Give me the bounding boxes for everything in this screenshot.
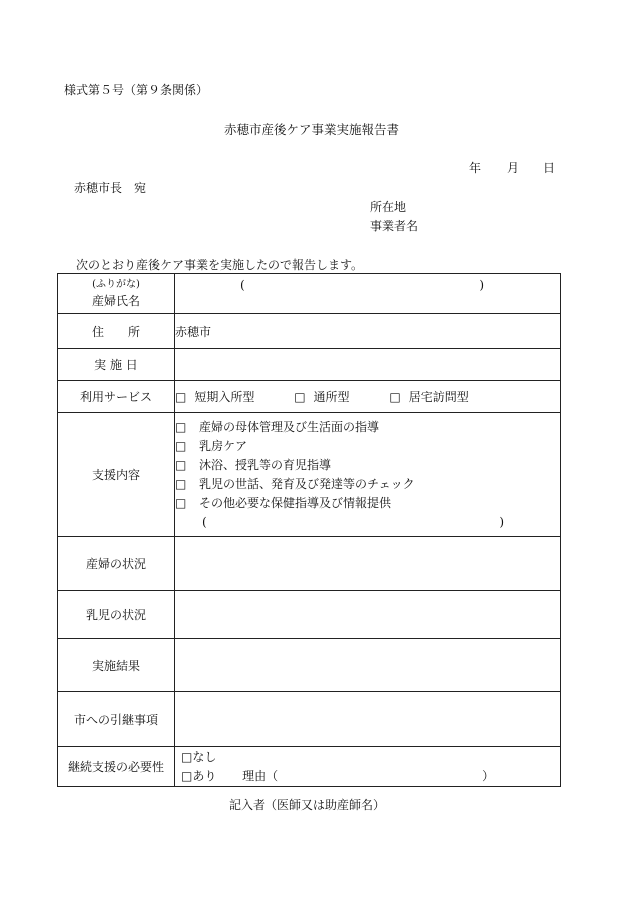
mother-name-field[interactable] [175, 274, 561, 314]
service-option-day-visit[interactable]: □ 通所型 [294, 390, 350, 404]
checkbox-icon[interactable]: □ [389, 390, 401, 404]
checkbox-icon[interactable]: □ [175, 495, 187, 510]
row-mother-name [58, 274, 561, 314]
address-label: 住 所 [58, 314, 175, 349]
handover-field[interactable] [175, 692, 561, 747]
address-value: 赤穂市 [175, 324, 212, 339]
service-option-short-stay[interactable]: □ 短期入所型 [175, 390, 255, 404]
implementation-date-label: 実 施 日 [58, 349, 175, 381]
checkbox-icon[interactable]: □ [175, 390, 187, 404]
form-number: 様式第５号（第９条関係） [64, 83, 209, 97]
continuation-none-option[interactable]: □なし [181, 749, 217, 764]
result-field[interactable] [175, 639, 561, 692]
continuation-yes-row [181, 767, 560, 786]
implementation-date-field[interactable] [175, 349, 561, 381]
support-item[interactable]: □ 沐浴、授乳等の育児指導 [175, 456, 560, 475]
report-table [57, 273, 561, 787]
checkbox-icon[interactable]: □ [175, 419, 187, 434]
reason-label: 理由（ [242, 768, 279, 783]
mother-status-label: 産婦の状況 [58, 537, 175, 591]
service-label: 利用サービス [58, 381, 175, 413]
date-month-label: 月 [507, 161, 520, 175]
continuation-yes-option[interactable]: □あり [181, 768, 217, 783]
support-options [175, 413, 561, 537]
checkbox-icon[interactable]: □ [294, 390, 306, 404]
handover-label: 市への引継事項 [58, 692, 175, 747]
infant-status-label: 乳児の状況 [58, 591, 175, 639]
date-day-label: 日 [543, 161, 556, 175]
row-mother-status [58, 537, 561, 591]
mother-name-label-cell [58, 274, 175, 314]
infant-status-field[interactable] [175, 591, 561, 639]
service-options [175, 381, 561, 413]
document-title: 赤穂市産後ケア事業実施報告書 [224, 122, 400, 137]
continuation-label: 継続支援の必要性 [58, 747, 175, 787]
other-support-field[interactable]: ( ) [202, 514, 504, 529]
addressee: 赤穂市長 宛 [74, 181, 147, 195]
reason-close: ） [482, 768, 495, 783]
address-field[interactable] [175, 314, 561, 349]
row-address [58, 314, 561, 349]
service-option-home-visit[interactable]: □ 居宅訪問型 [389, 390, 469, 404]
support-item[interactable]: □ 産婦の母体管理及び生活面の指導 [175, 418, 560, 437]
result-label: 実施結果 [58, 639, 175, 692]
row-support [58, 413, 561, 537]
furigana-paren: ( ) [240, 278, 484, 292]
operator-name-label: 事業者名 [370, 219, 419, 233]
reason-field[interactable] [242, 767, 494, 786]
row-service [58, 381, 561, 413]
row-date [58, 349, 561, 381]
checkbox-icon[interactable]: □ [175, 457, 187, 472]
checkbox-icon[interactable]: □ [175, 476, 187, 491]
row-handover [58, 692, 561, 747]
continuation-options [175, 747, 561, 787]
row-result [58, 639, 561, 692]
support-label: 支援内容 [58, 413, 175, 537]
mother-name-label: 産婦氏名 [91, 294, 140, 308]
support-item[interactable]: □ 乳児の世話、発育及び発達等のチェック [175, 475, 560, 494]
intro-text: 次のとおり産後ケア事業を実施したので報告します。 [76, 258, 364, 272]
support-item[interactable]: □ 乳房ケア [175, 437, 560, 456]
row-infant-status [58, 591, 561, 639]
location-label: 所在地 [370, 200, 407, 214]
support-item[interactable]: □ その他必要な保健指導及び情報提供 [175, 494, 560, 513]
checkbox-icon[interactable]: □ [175, 438, 187, 453]
date-year-label: 年 [469, 161, 482, 175]
signer-label: 記入者（医師又は助産師名） [229, 798, 386, 812]
row-continuation [58, 747, 561, 787]
mother-status-field[interactable] [175, 537, 561, 591]
furigana-label: (ふりがな) [92, 279, 140, 290]
